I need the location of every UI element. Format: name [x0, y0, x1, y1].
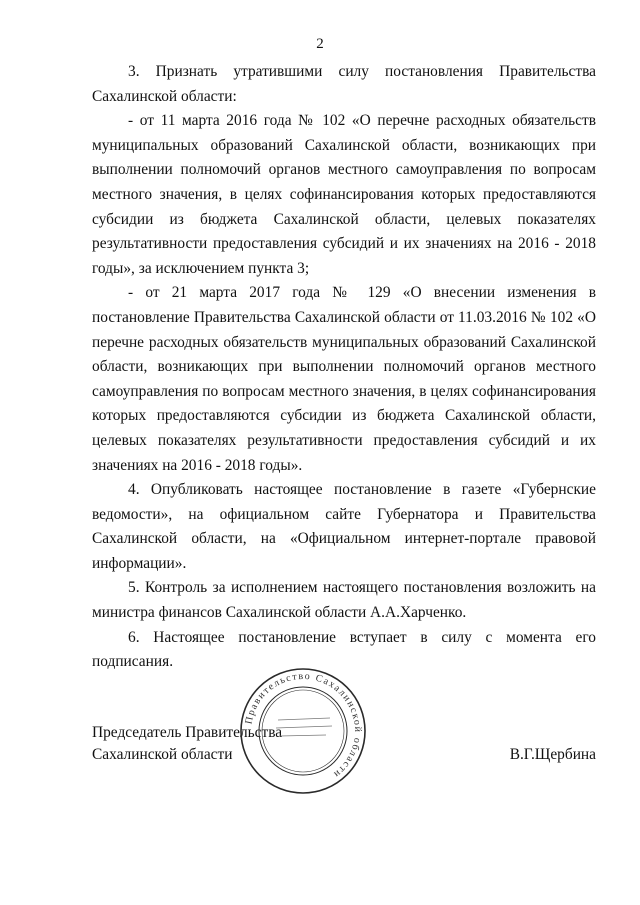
stamp-outer-text: Правительство Сахалинской области [243, 670, 364, 781]
signatory-position-line1: Председатель Правительства [92, 724, 283, 741]
paragraph-3-item-2: - от 21 марта 2017 года № 129 «О внесении изменения в постановление Правительства Сахалинской области от 11.03.2016 № 102 «О перечне расходных обязательств муниципальных образований Сахалинской области, возникающих при выполнении полномочий органов местного самоуправления по вопросам местного значения, в целях софинансирования которых предоставляются субсидии из бюджета Сахалинской области, целевых показателях результативности предоставления субсидий и их значениях на 2016 - 2018 годы». [92, 284, 596, 474]
signatory-name: В.Г.Щербина [509, 746, 596, 763]
official-seal-icon [238, 666, 368, 796]
document-body [92, 60, 596, 675]
page-number: 2 [316, 36, 324, 52]
paragraph-3: 3. Признать утратившими силу постановления Правительства Сахалинской области: [92, 63, 596, 105]
paragraph-3-item-1: - от 11 марта 2016 года № 102 «О перечне расходных обязательств муниципальных образований Сахалинской области, возникающих при выполнении полномочий органов местного самоуправления по вопросам местного значения, в целях софинансирования которых предоставляются субсидии из бюджета Сахалинской области, целевых показателях результативности предоставления субсидий и их значениях на 2016 - 2018 годы», за исключением пункта 3; [92, 112, 596, 277]
paragraph-5: 5. Контроль за исполнением настоящего постановления возложить на министра финансов Сахалинской области А.А.Харченко. [92, 579, 596, 622]
paragraph-6: 6. Настоящее постановление вступает в силу с момента его подписания. [92, 628, 596, 671]
signatory-position-line2: Сахалинской области [92, 746, 233, 763]
paragraph-4: 4. Опубликовать настоящее постановление в газете «Губернские ведомости», на официальном сайте Губернатора и Правительства Сахалинской области, на «Официальном интернет-портале правовой информации». [92, 481, 596, 572]
